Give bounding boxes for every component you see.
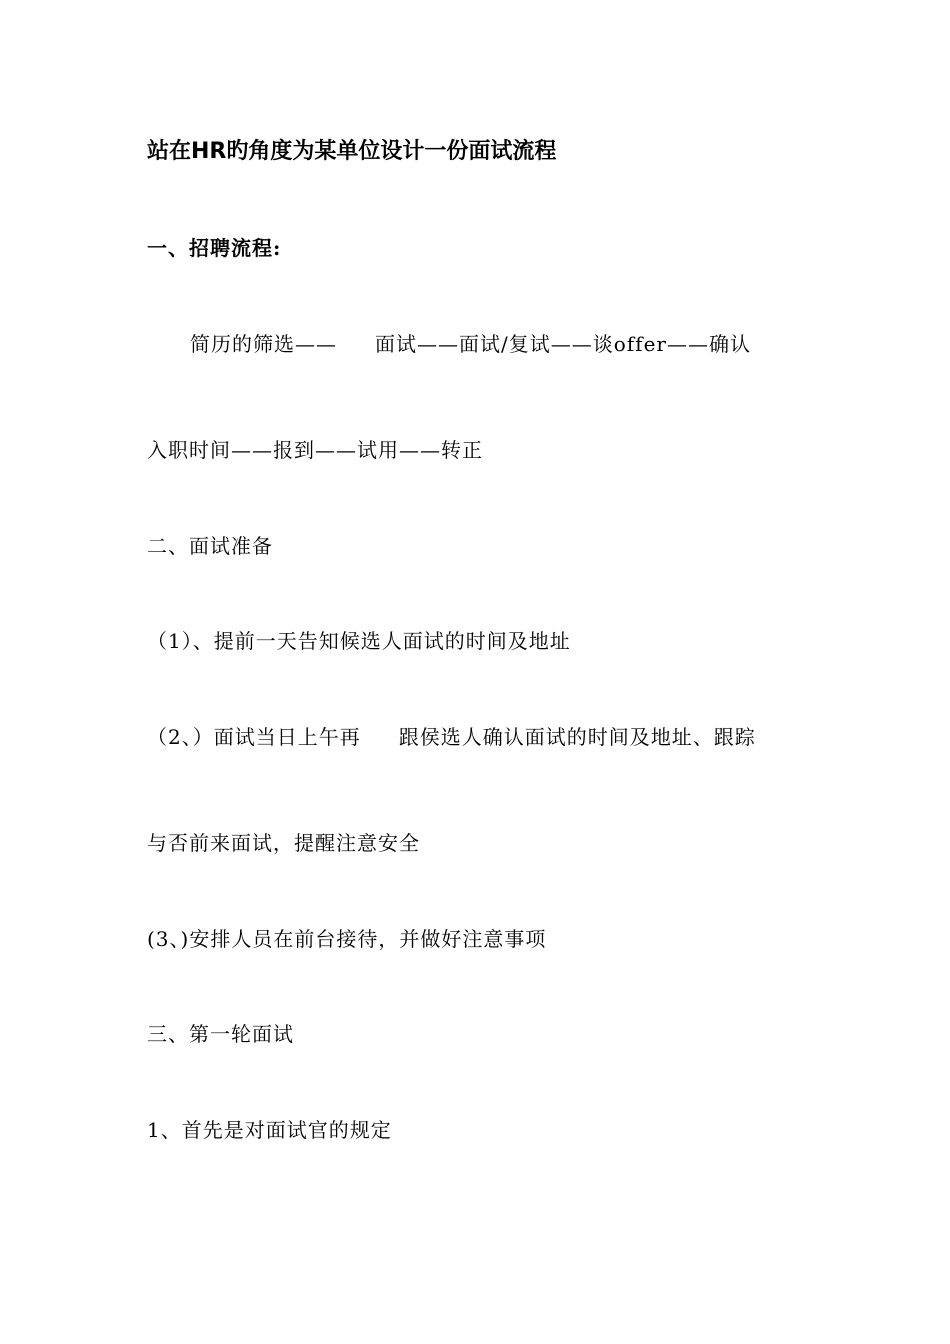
recruitment-flow-line-1 bbox=[190, 332, 751, 356]
recruitment-flow-line-2: 入职时间——报到——试用——转正 bbox=[147, 438, 483, 462]
first-round-item-1: 1、首先是对面试官的规定 bbox=[147, 1118, 392, 1142]
preparation-item-2-part-b: 跟侯选人确认面试的时间及地址、跟踪 bbox=[398, 725, 756, 749]
section-heading-recruitment-process: 一、招聘流程: bbox=[147, 236, 282, 260]
preparation-item-2-continuation: 与否前来面试，提醒注意安全 bbox=[147, 831, 420, 855]
flow-step-resume-screening: 简历的筛选—— bbox=[190, 332, 337, 356]
flow-steps-interview-offer: 面试——面试/复试——谈offer——确认 bbox=[375, 332, 751, 356]
section-heading-first-round-interview: 三、第一轮面试 bbox=[147, 1022, 294, 1046]
preparation-item-3: (3、)安排人员在前台接待，并做好注意事项 bbox=[147, 927, 547, 951]
section-heading-interview-preparation: 二、面试准备 bbox=[147, 534, 273, 558]
document-title: 站在HR旳角度为某单位设计一份面试流程 bbox=[147, 139, 557, 164]
preparation-item-2-part-a: （2、）面试当日上午再 bbox=[147, 725, 361, 749]
preparation-item-2 bbox=[147, 725, 756, 749]
preparation-item-1: （1）、提前一天告知候选人面试的时间及地址 bbox=[147, 629, 571, 653]
